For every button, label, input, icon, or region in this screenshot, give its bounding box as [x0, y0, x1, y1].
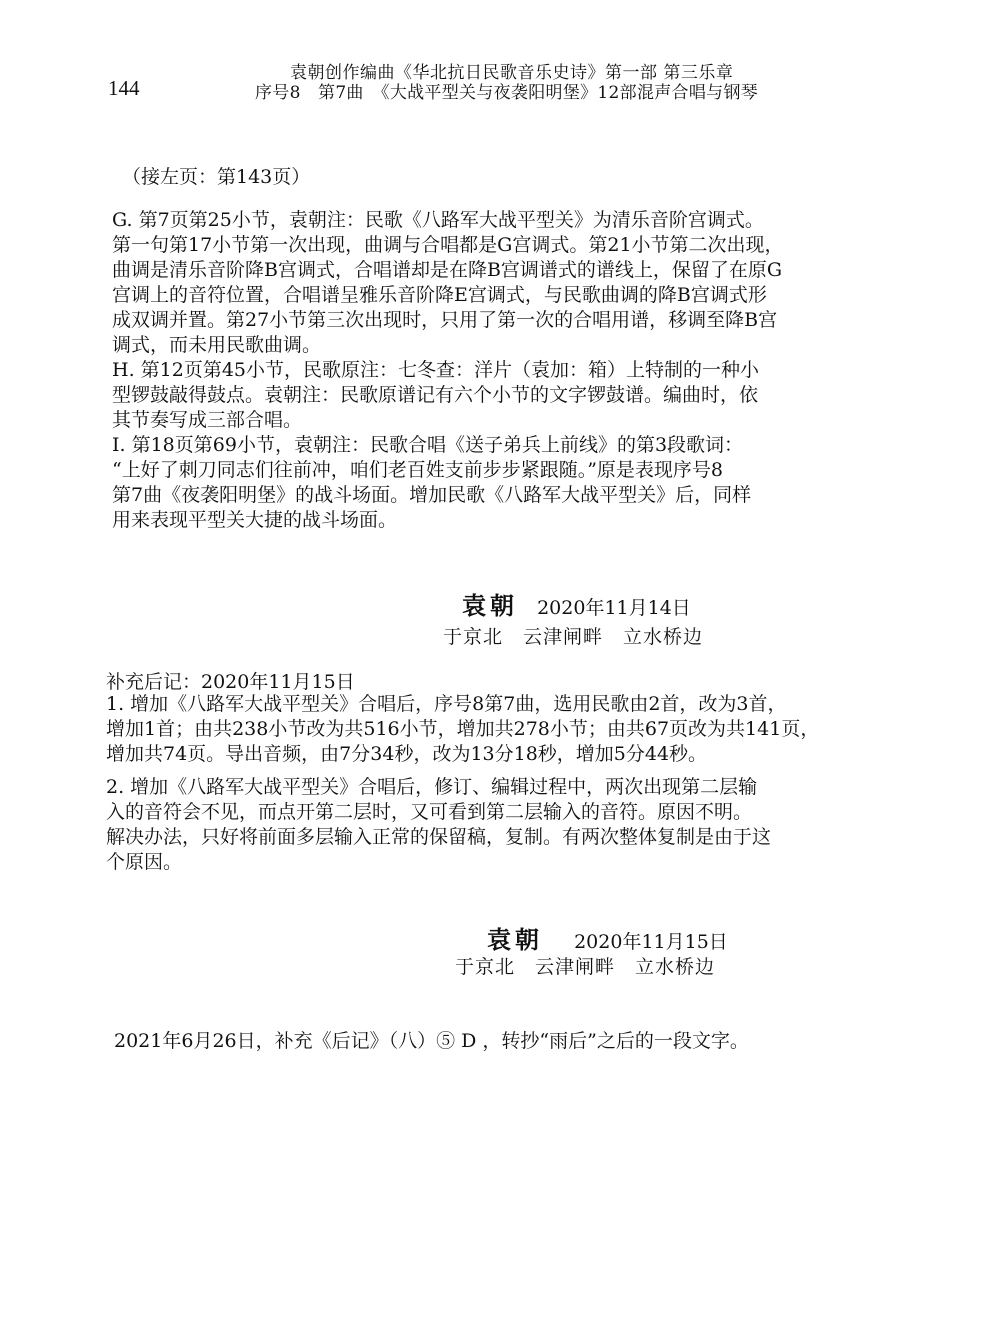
note-line: 调式，而未用民歌曲调。	[112, 334, 322, 356]
note-line: 第一句第17小节第一次出现，曲调与合唱都是G宫调式。第21小节第二次出现，	[112, 234, 784, 256]
signature-date: 2020年11月14日	[537, 597, 691, 619]
note-line: 曲调是清乐音阶降B宫调式，合唱谱却是在降B宫调谱式的谱线上，保留了在原G	[112, 259, 783, 281]
author-name: 袁朝	[462, 592, 518, 620]
note-line: H. 第12页第45小节，民歌原注：七冬查：洋片（袁加：箱）上特制的一种小	[112, 359, 760, 381]
footer-note: 2021年6月26日，补充《后记》（八）⑤ D ，转抄“雨后”之后的一段文字。	[114, 1030, 749, 1052]
signature-place-2: 于京北 云津闸畔 立水桥边	[455, 956, 716, 978]
notes-section	[112, 208, 902, 533]
signature-date: 2020年11月15日	[574, 931, 728, 953]
note-line: “上好了刺刀同志们往前冲，咱们老百姓支前步步紧跟随。”原是表现序号8	[112, 459, 724, 481]
note-line: 用来表现平型关大捷的战斗场面。	[112, 509, 398, 531]
note-line: G. 第7页第25小节，袁朝注：民歌《八路军大战平型关》为清乐音阶宫调式。	[112, 209, 764, 231]
supplement-line: 个原因。	[106, 851, 183, 873]
supplement-line: 增加1首；由共238小节改为共516小节，增加共278小节；由共67页改为共141页，	[106, 718, 820, 740]
note-line: I. 第18页第69小节，袁朝注：民歌合唱《送子弟兵上前线》的第3段歌词：	[112, 434, 744, 456]
supplement-line: 2. 增加《八路军大战平型关》合唱后，修订、编辑过程中，两次出现第二层输	[106, 776, 758, 798]
note-line: 第7曲《夜袭阳明堡》的战斗场面。增加民歌《八路军大战平型关》后，同样	[112, 484, 752, 506]
note-line: 其节奏写成三部合唱。	[112, 409, 303, 431]
header-subtitle: 序号8 第7曲 《大战平型关与夜袭阳明堡》12部混声合唱与钢琴	[255, 83, 759, 103]
supplement-title: 补充后记：2020年11月15日	[106, 671, 355, 693]
continuation-note: （接左页：第143页）	[122, 166, 311, 188]
signature-place-1: 于京北 云津闸畔 立水桥边	[443, 626, 704, 648]
supplement-line: 解决办法，只好将前面多层输入正常的保留稿，复制。有两次整体复制是由于这	[106, 826, 772, 848]
author-name: 袁朝	[487, 926, 543, 954]
note-line: 型锣鼓敲得鼓点。袁朝注：民歌原谱记有六个小节的文字锣鼓谱。编曲时，依	[112, 384, 759, 406]
page-number: 144	[108, 76, 140, 100]
header-title: 袁朝创作编曲《华北抗日民歌音乐史诗》第一部 第三乐章	[290, 63, 734, 83]
supplement-section	[106, 692, 896, 875]
supplement-line: 入的音符会不见，而点开第二层时，又可看到第二层输入的音符。原因不明。	[106, 801, 753, 823]
note-line: 成双调并置。第27小节第三次出现时，只用了第一次的合唱用谱，移调至降B宫	[112, 309, 778, 331]
supplement-line: 1. 增加《八路军大战平型关》合唱后，序号8第7曲，选用民歌由2首，改为3首，	[106, 693, 787, 715]
signature-1	[462, 586, 691, 621]
note-line: 宫调上的音符位置，合唱谱呈雅乐音阶降E宫调式，与民歌曲调的降B宫调式形	[112, 284, 767, 306]
signature-2	[487, 920, 728, 955]
supplement-line: 增加共74页。导出音频，由7分34秒，改为13分18秒，增加5分44秒。	[106, 743, 708, 765]
